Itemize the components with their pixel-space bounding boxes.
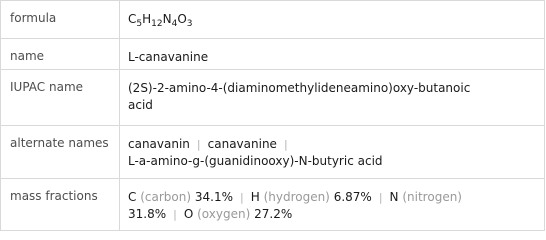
mass-fractions-value [120, 179, 545, 231]
iupac-value [120, 70, 545, 126]
element-fraction: 34.1% [194, 190, 233, 204]
alternate-name: canavanin [128, 137, 190, 151]
element-name: (carbon) [140, 190, 192, 204]
separator: | [196, 138, 201, 151]
alternate-names-value [120, 126, 545, 179]
element-symbol: C [128, 190, 137, 204]
formula-count: 12 [151, 19, 163, 29]
alternate-names-row [1, 126, 545, 179]
formula-count: 5 [136, 19, 143, 29]
name-row [1, 39, 545, 70]
alternate-name: canavanine [207, 137, 277, 151]
iupac-line-2: acid [128, 98, 153, 112]
separator: | [239, 191, 244, 204]
element-fraction: 6.87% [333, 190, 372, 204]
element-symbol: O [183, 207, 194, 221]
element-name: (oxygen) [197, 207, 251, 221]
element-symbol: N [389, 190, 399, 204]
formula-count: 3 [186, 19, 193, 29]
element-name: (hydrogen) [263, 190, 330, 204]
element-fraction: 31.8% [128, 207, 167, 221]
formula-element: N [162, 12, 172, 26]
element-symbol: H [250, 190, 260, 204]
name-label: name [1, 39, 120, 70]
name-value: L-canavanine [120, 39, 545, 70]
formula-row [1, 1, 545, 39]
element-name: (nitrogen) [402, 190, 462, 204]
element-fraction: 27.2% [254, 207, 293, 221]
formula-value [120, 1, 545, 39]
separator: | [283, 138, 288, 151]
formula-element: C [128, 12, 137, 26]
iupac-line-1: (2S)-2-amino-4-(diaminomethylideneamino)oxy-butanoic [128, 81, 471, 95]
iupac-label: IUPAC name [1, 70, 120, 126]
iupac-row [1, 70, 545, 126]
alternate-names-label: alternate names [1, 126, 120, 179]
mass-fractions-label: mass fractions [1, 179, 120, 231]
mass-fractions-row [1, 179, 545, 231]
formula-element: H [142, 12, 152, 26]
separator: | [378, 191, 383, 204]
separator: | [173, 208, 177, 221]
formula-label: formula [1, 1, 120, 39]
alternate-name: L-a-amino-g-(guanidinooxy)-N-butyric acid [128, 154, 383, 168]
formula-element: O [177, 12, 187, 26]
formula-count: 4 [171, 19, 178, 29]
